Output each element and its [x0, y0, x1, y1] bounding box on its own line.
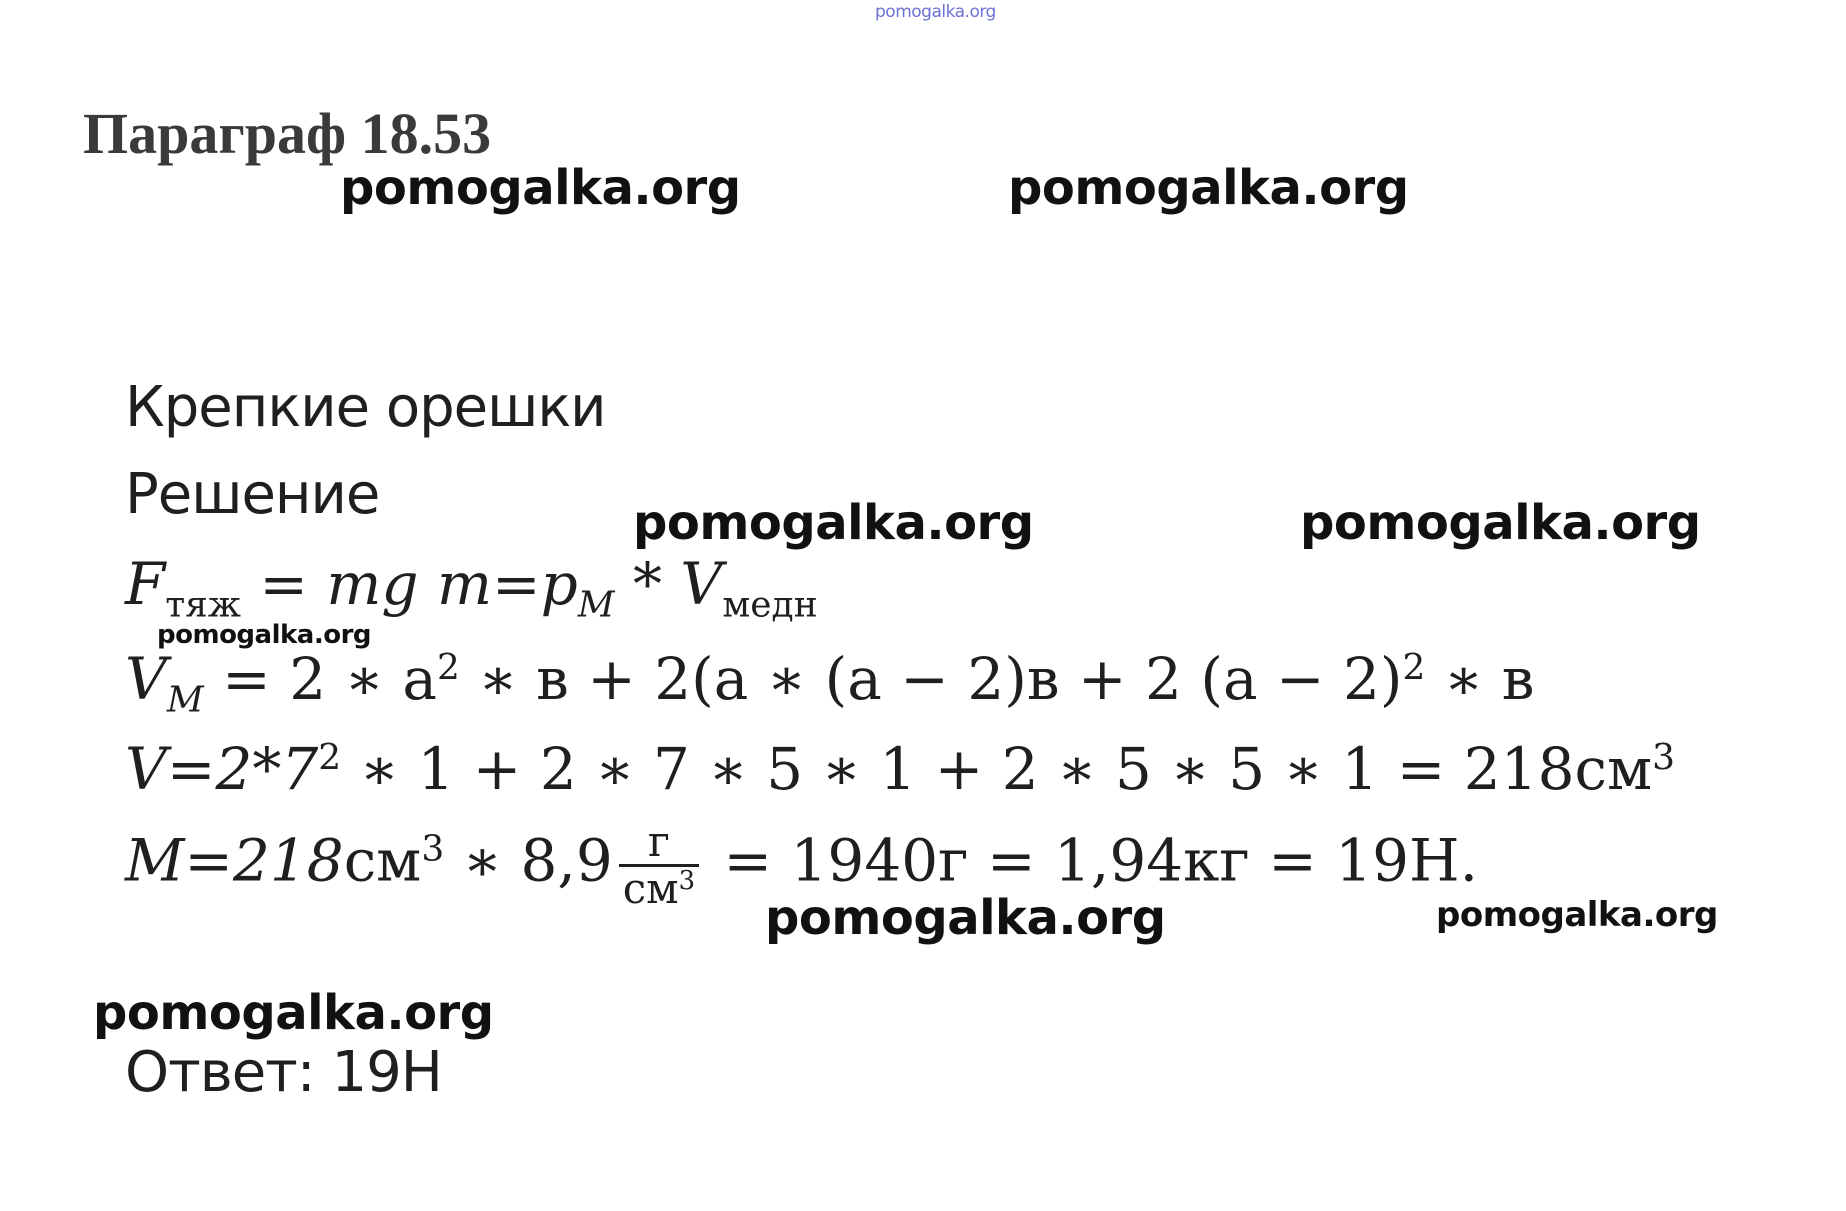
formula-text: mg	[326, 550, 419, 618]
formula-text: ∗ 8,9	[444, 826, 613, 895]
formula-exponent: 3	[678, 865, 696, 896]
formula-symbol: p	[540, 550, 578, 618]
formula-subscript: медн	[722, 584, 818, 626]
formula-text: ∗ в + 2(а ∗ (а − 2)в + 2 (а − 2)	[459, 645, 1403, 713]
formula-exponent: 2	[1402, 647, 1426, 689]
watermark: pomogalka.org	[1436, 895, 1718, 935]
watermark: pomogalka.org	[1008, 160, 1409, 216]
formula-subscript: тяж	[165, 584, 241, 626]
formula-text: *	[614, 550, 681, 618]
watermark: pomogalka.org	[340, 160, 741, 216]
watermark: pomogalka.org	[765, 890, 1166, 946]
formula-exponent: 2	[436, 647, 460, 689]
solution-label: Решение	[125, 462, 380, 527]
formula-text: см	[343, 826, 422, 895]
formula-exponent: 3	[421, 828, 445, 870]
watermark-top: pomogalka.org	[875, 2, 996, 22]
formula-text: V=2*7	[125, 735, 319, 803]
formula-exponent: 2	[318, 737, 342, 779]
answer-line: Ответ: 19Н	[125, 1040, 442, 1105]
watermark: pomogalka.org	[1300, 495, 1701, 551]
formula-exponent: 3	[1652, 737, 1675, 779]
formula-text: m=	[418, 550, 541, 618]
section-title: Крепкие орешки	[125, 375, 606, 440]
formula-text: M=218	[125, 826, 344, 895]
formula-symbol: F	[125, 550, 166, 618]
watermark: pomogalka.org	[157, 620, 372, 650]
formula-text: = 1940г = 1,94кг = 19Н.	[705, 826, 1479, 895]
formula-text: ∗ в	[1425, 645, 1535, 713]
formula-symbol: V	[125, 645, 167, 713]
density-fraction	[619, 817, 699, 913]
fraction-denominator: $см^3$	[622, 863, 696, 913]
formula-text: ∗ 1 + 2 ∗ 7 ∗ 5 ∗ 1 + 2 ∗ 5 ∗ 5 ∗ 1 = 218см	[341, 735, 1653, 803]
formula-symbol: V	[680, 550, 723, 618]
fraction-numerator: г	[619, 820, 699, 867]
formula-volume-value	[125, 735, 1675, 803]
formula-subscript: M	[166, 679, 204, 721]
formula-text: =	[240, 550, 327, 618]
watermark: pomogalka.org	[633, 495, 1034, 551]
formula-volume	[125, 645, 1534, 721]
formula-text: = 2 ∗ а	[203, 645, 437, 713]
page-heading: Параграф 18.53	[83, 101, 492, 166]
formula-gravity	[125, 550, 818, 626]
watermark: pomogalka.org	[93, 985, 494, 1041]
formula-subscript: M	[577, 584, 615, 626]
